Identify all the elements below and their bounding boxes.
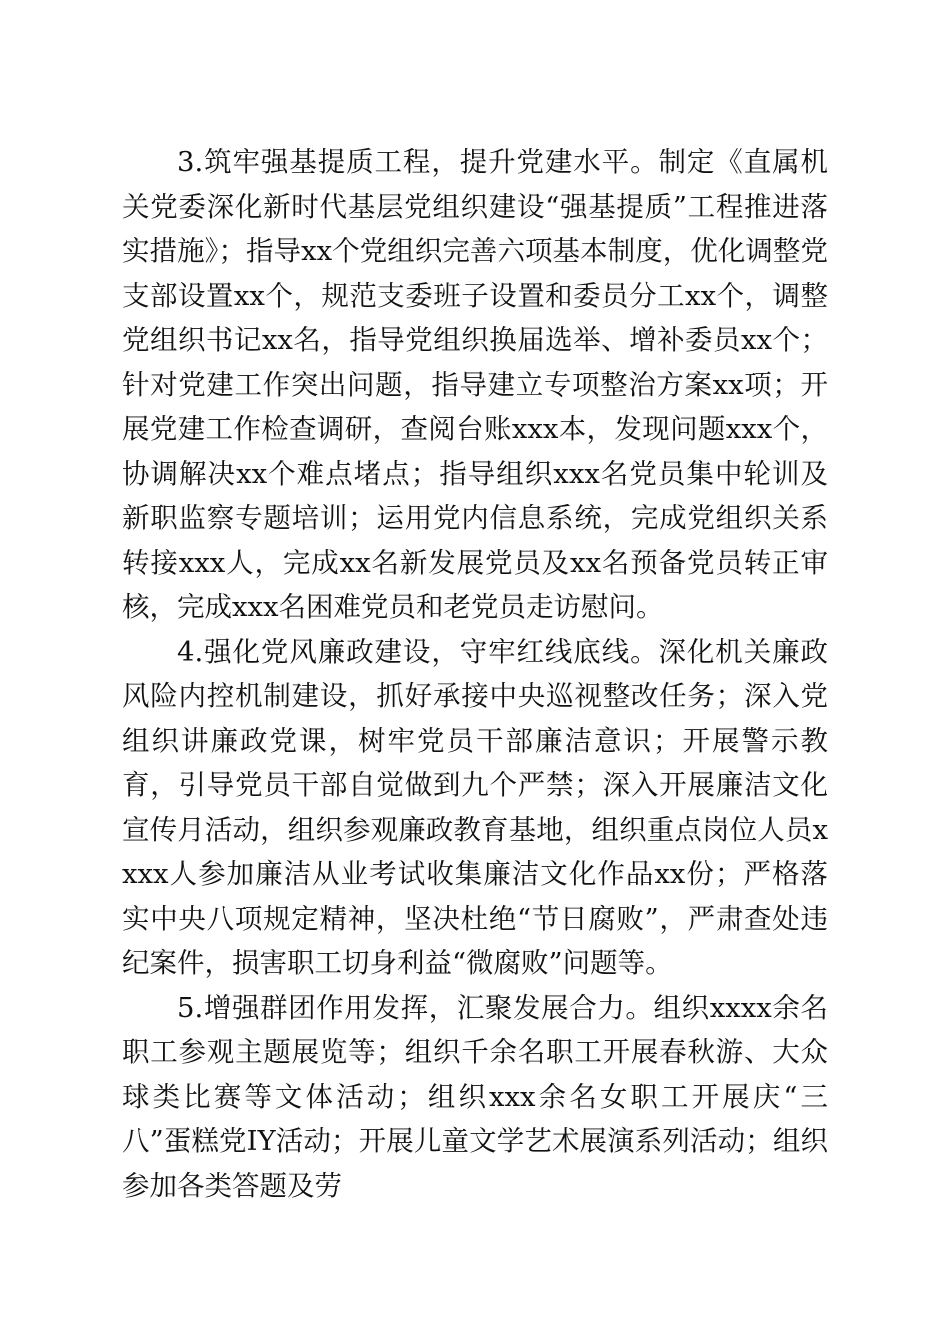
document-body — [122, 140, 828, 1208]
paragraph-3-party-building: 3.筑牢强基提质工程，提升党建水平。制定《直属机关党委深化新时代基层党组织建设“强基提质”工程推进落实措施》；指导xx个党组织完善六项基本制度，优化调整党支部设置xx个，规范支委班子设置和委员分工xx个，调整党组织书记xx名，指导党组织换届选举、增补委员xx个；针对党建工作突出问题，指导建立专项整治方案xx项；开展党建工作检查调研，查阅台账xxx本，发现问题xxx个，协调解决xx个难点堵点；指导组织xxx名党员集中轮训及新职监察专题培训；运用党内信息系统，完成党组织关系转接xxx人，完成xx名新发展党员及xx名预备党员转正审核，完成xxx名困难党员和老党员走访慰问。 — [122, 146, 828, 623]
paragraph-4-integrity-building: 4.强化党风廉政建设，守牢红线底线。深化机关廉政风险内控机制建设，抓好承接中央巡视整改任务；深入党组织讲廉政党课，树牢党员干部廉洁意识；开展警示教育，引导党员干部自觉做到九个严禁；深入开展廉洁文化宣传月活动，组织参观廉政教育基地，组织重点岗位人员xxxx人参加廉洁从业考试收集廉洁文化作品xx份；严格落实中央八项规定精神，坚决杜绝“节日腐败”，严肃查处违纪案件，损害职工切身利益“微腐败”问题等。 — [122, 635, 828, 979]
paragraph-5-mass-organizations: 5.增强群团作用发挥，汇聚发展合力。组织xxxx余名职工参观主题展览等；组织千余名职工开展春秋游、大众球类比赛等文体活动；组织xxx余名女职工开展庆“三八”蛋糕党IY活动；开展儿童文学艺术展演系列活动；组织参加各类答题及劳 — [122, 991, 828, 1202]
